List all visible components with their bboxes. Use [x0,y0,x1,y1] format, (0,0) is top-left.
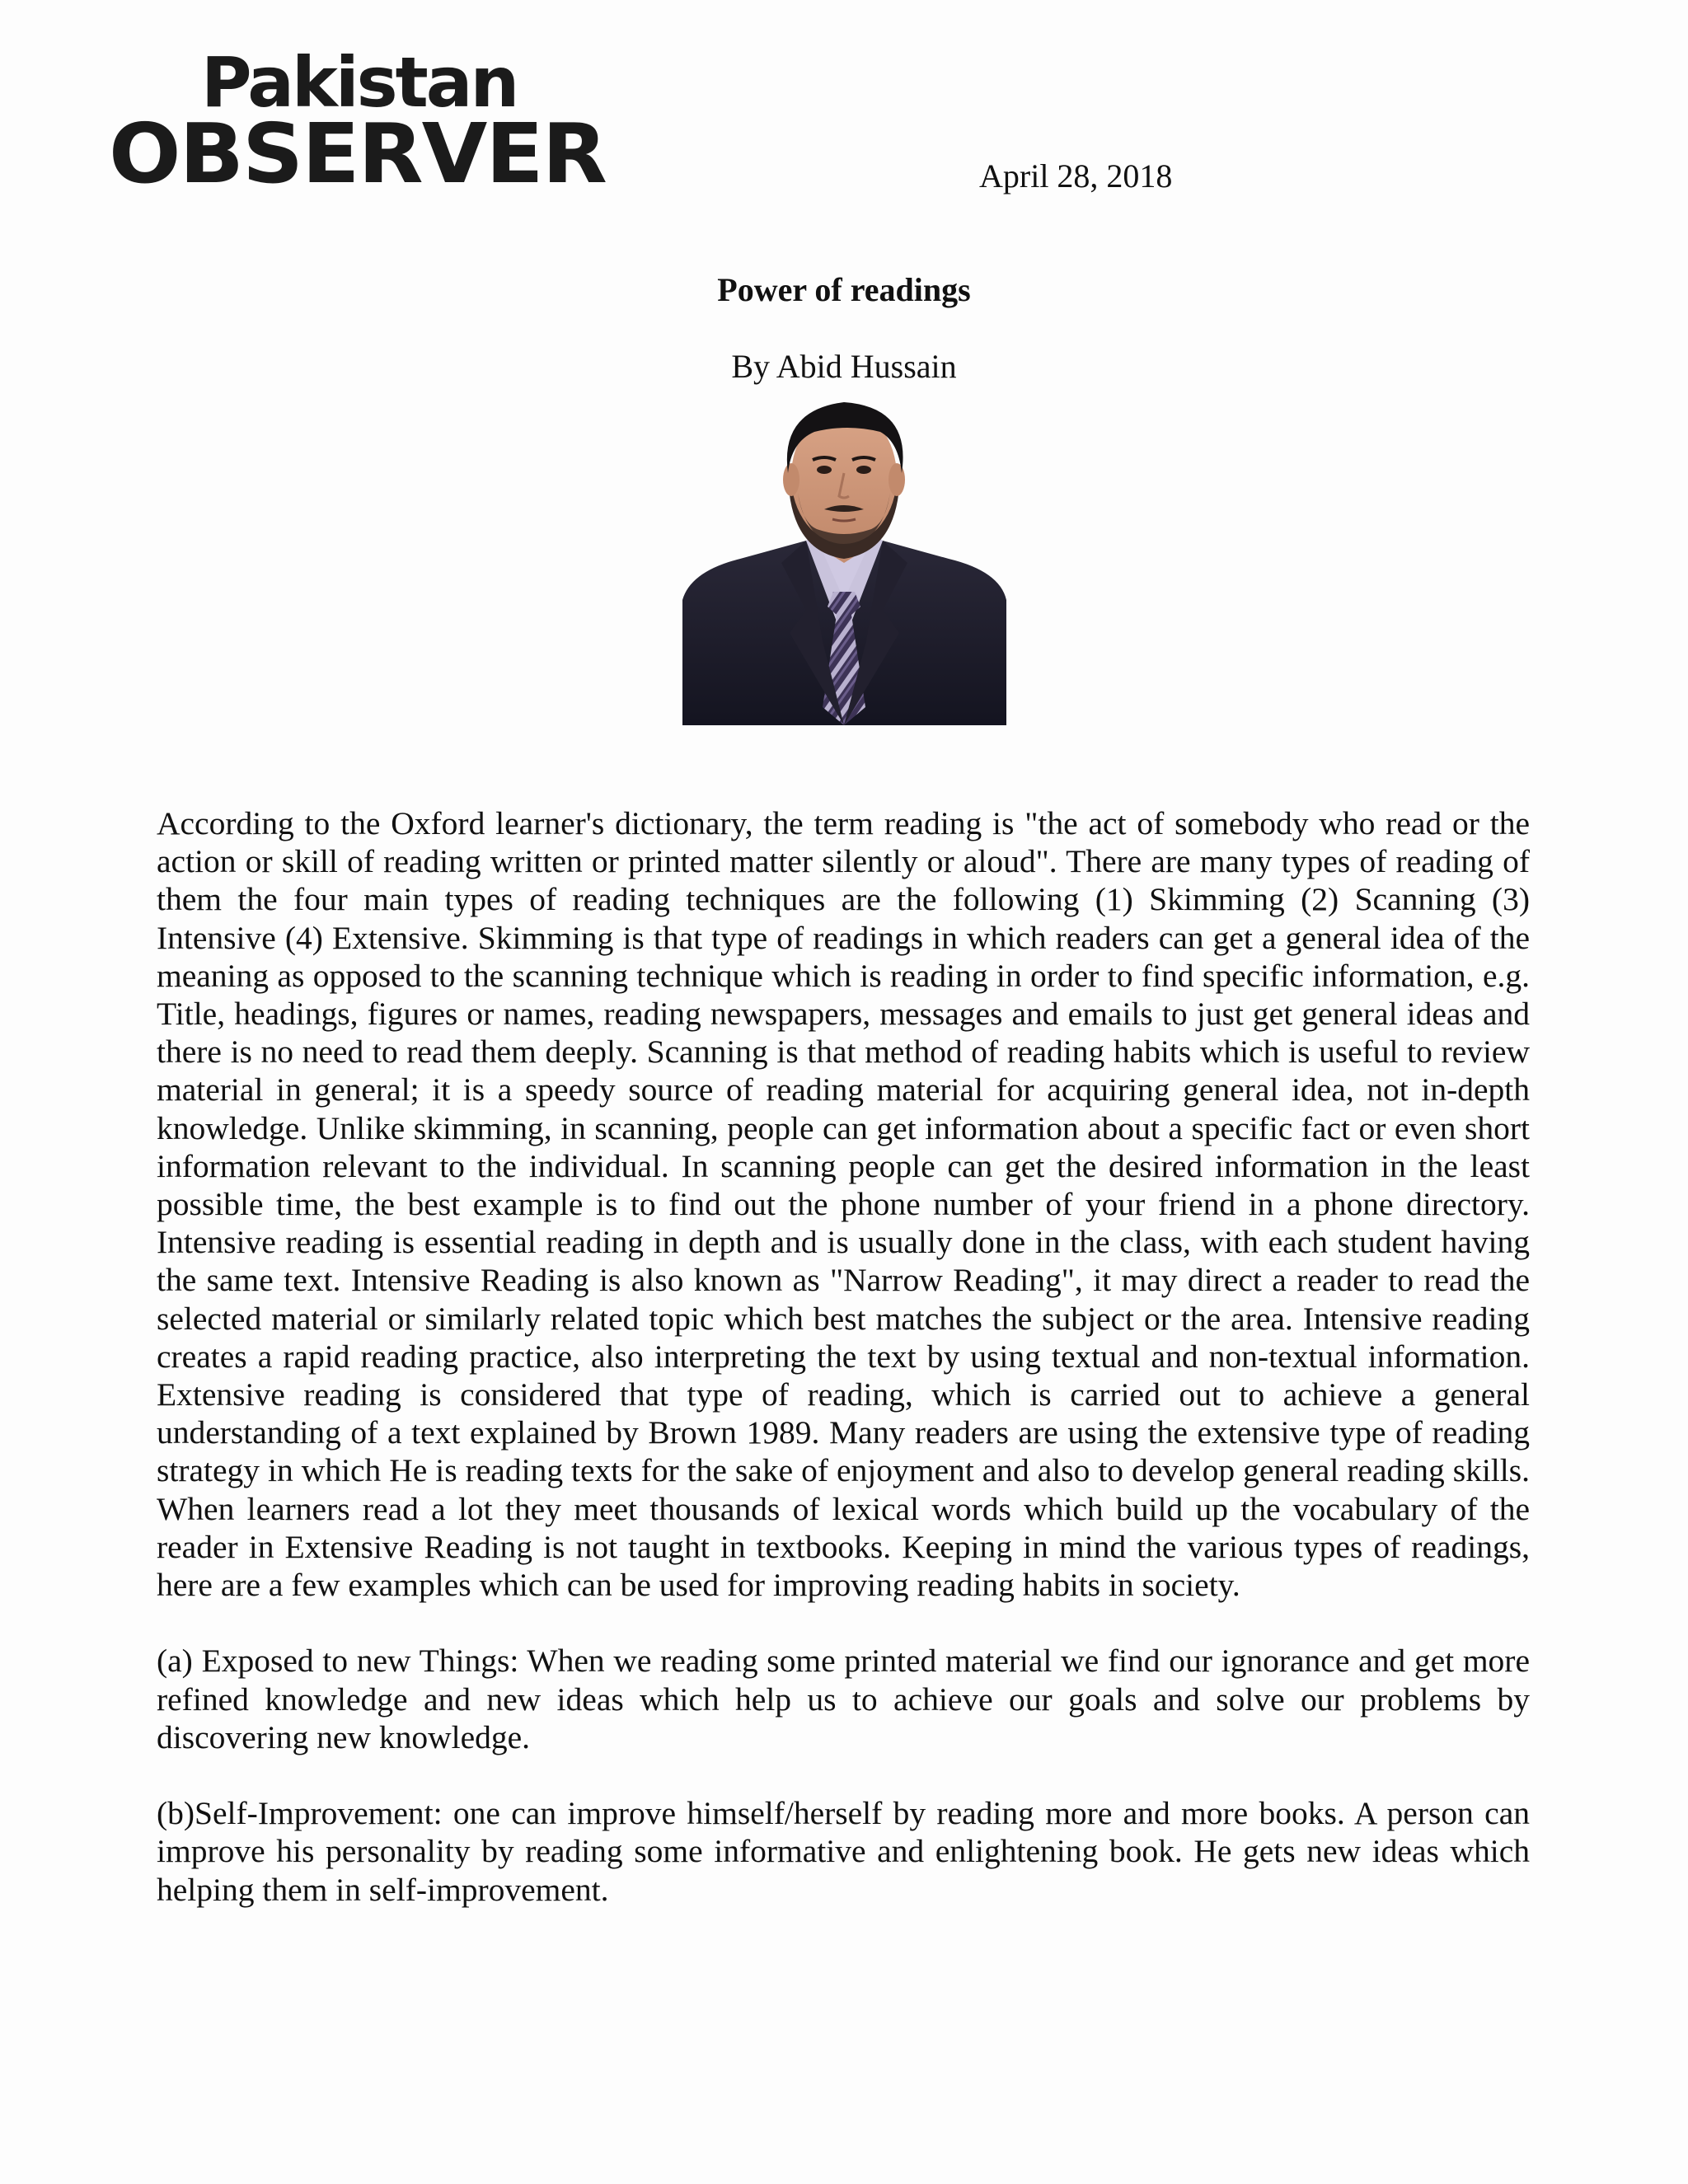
author-portrait [682,394,1006,725]
logo-word-pakistan: Pakistan [201,42,518,123]
article-paragraph-self-improvement: (b)Self-Improvement: one can improve himself/herself by reading more and more books. A person can improve his personality by reading some informative and enlightening book. He gets new ideas which helping them in self-improvement. [157,1795,1530,1908]
newspaper-logo [109,42,606,202]
article-paragraph-intro: According to the Oxford learner's dictionary, the term reading is "the act of somebody who read or the action or skill of reading written or printed matter silently or aloud". There are many types of reading of them the four main types of reading techniques are the following (1) Skimming (2) Scanning (3) Intensive (4) Extensive. Skimming is that type of readings in which readers can get a general idea of the meaning as opposed to the scanning technique which is reading in order to find specific information, e.g. Title, headings, figures or names, reading newspapers, messages and emails to just get general ideas and there is no need to read them deeply. Scanning is that method of reading habits which is useful to review material in general; it is a speedy source of reading material for acquiring general idea, not in-depth knowledge. Unlike skimming, in scanning, people can get information about a specific fact or even short information relevant to the individual. In scanning people can get the desired information in the least possible time, the best example is to find out the phone number of your friend in a phone directory. Intensive reading is essential reading in depth and is usually done in the class, with each student having the same text. Intensive Reading is also known as "Narrow Reading", it may direct a reader to read the selected material or similarly related topic which best matches the subject or the area. Intensive reading creates a rapid reading practice, also interpreting the text by using textual and non-textual information. Extensive reading is considered that type of reading, which is carried out to achieve a general understanding of a text explained by Brown 1989. Many readers are using the extensive type of reading strategy in which He is reading texts for the sake of enjoyment and also to develop general reading skills. When learners read a lot they meet thousands of lexical words which build up the vocabulary of the reader in Extensive Reading is not taught in textbooks. Keeping in mind the various types of readings, here are a few examples which can be used for improving reading habits in society. [157,805,1530,1604]
publication-date: April 28, 2018 [979,157,1173,194]
article-body [157,804,1530,1909]
logo-word-observer: OBSERVER [109,105,606,202]
article-byline: By Abid Hussain [731,348,957,385]
article-title: Power of readings [717,271,971,308]
article-paragraph-exposed-to-new-things: (a) Exposed to new Things: When we reading some printed material we find our ignorance and get more refined knowledge and new ideas which help us to achieve our goals and solve our problems by discovering new knowledge. [157,1643,1530,1755]
